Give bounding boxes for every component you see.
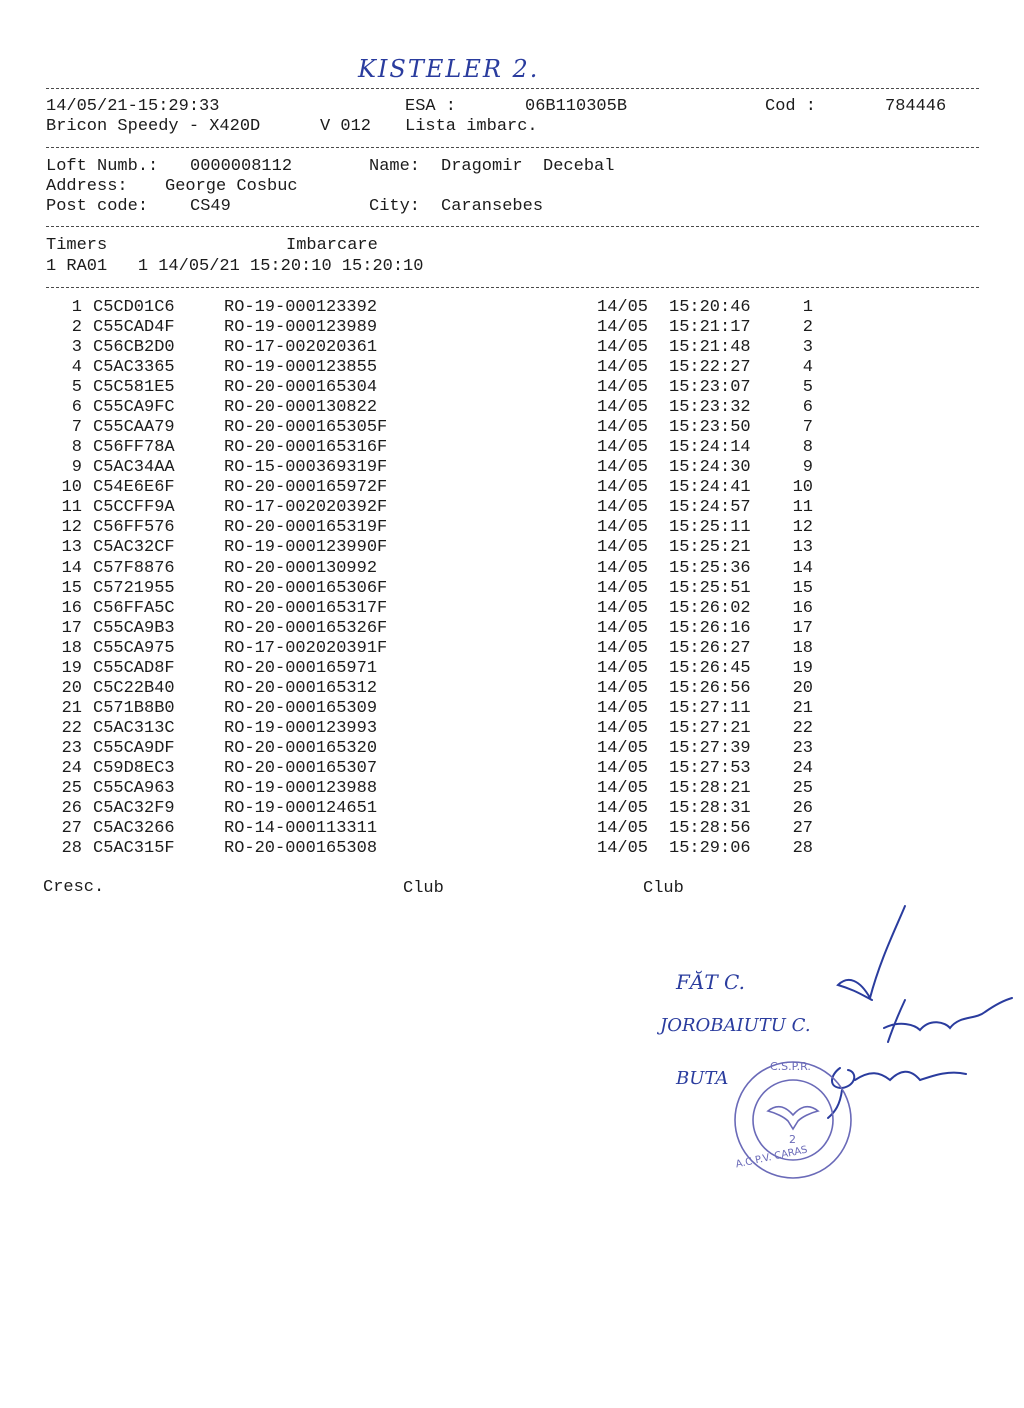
row-index: 19 [61,658,82,678]
row-chip-id: C59D8EC3 [93,758,175,778]
row-arrival-time: 15:27:39 [669,738,751,758]
row-arrival-date: 14/05 [597,518,649,538]
row-chip-id: C54E6E6F [93,478,175,498]
row-ring-number: RO-19-000123990F [224,538,388,558]
row-arrival-date: 14/05 [597,478,649,498]
row-ring-number: RO-19-000123989 [224,318,378,338]
table-row [0,438,1024,458]
row-arrival-date: 14/05 [597,418,649,438]
row-position: 8 [802,438,813,458]
row-chip-id: C55CAD8F [93,658,175,678]
table-row [0,719,1024,739]
row-position: 3 [802,338,813,358]
row-index: 24 [61,758,82,778]
row-position: 14 [792,558,813,578]
row-chip-id: C5AC313C [93,718,175,738]
table-row [0,759,1024,779]
table-row [0,579,1024,599]
row-ring-number: RO-19-000123993 [224,718,378,738]
row-position: 22 [792,718,813,738]
row-ring-number: RO-17-002020392F [224,498,388,518]
address-value: George Cosbuc [165,177,298,196]
table-row [0,559,1024,579]
row-arrival-date: 14/05 [597,698,649,718]
row-arrival-time: 15:26:27 [669,638,751,658]
row-index: 13 [61,538,82,558]
table-row [0,378,1024,398]
row-chip-id: C55CA975 [93,638,175,658]
row-chip-id: C5C581E5 [93,378,175,398]
row-arrival-time: 15:26:16 [669,618,751,638]
row-arrival-time: 15:27:53 [669,758,751,778]
row-index: 18 [61,638,82,658]
row-index: 10 [61,478,82,498]
row-position: 11 [792,498,813,518]
row-arrival-time: 15:25:11 [669,518,751,538]
row-position: 7 [802,418,813,438]
row-position: 27 [792,819,813,839]
row-arrival-time: 15:25:36 [669,558,751,578]
row-arrival-time: 15:25:21 [669,538,751,558]
row-ring-number: RO-20-000130822 [224,398,378,418]
row-arrival-date: 14/05 [597,658,649,678]
row-position: 18 [792,638,813,658]
row-arrival-time: 15:21:17 [669,318,751,338]
row-arrival-time: 15:27:11 [669,698,751,718]
row-arrival-date: 14/05 [597,358,649,378]
row-arrival-date: 14/05 [597,538,649,558]
table-row [0,338,1024,358]
row-ring-number: RO-20-000165320 [224,738,378,758]
handwritten-title: KISTELER 2. [358,55,540,83]
row-ring-number: RO-20-000165304 [224,378,378,398]
row-index: 28 [61,839,82,859]
list-type: Lista imbarc. [405,117,538,136]
row-position: 15 [792,578,813,598]
row-arrival-date: 14/05 [597,578,649,598]
row-position: 21 [792,698,813,718]
row-chip-id: C5AC32F9 [93,799,175,818]
table-row [0,478,1024,498]
table-row [0,839,1024,859]
separator-top [46,88,979,89]
row-ring-number: RO-20-000165308 [224,839,378,859]
separator-loft [46,226,979,227]
row-arrival-time: 15:26:45 [669,658,751,678]
row-index: 16 [61,598,82,618]
row-arrival-time: 15:24:57 [669,498,751,518]
row-arrival-time: 15:24:30 [669,458,751,478]
row-arrival-time: 15:23:50 [669,418,751,438]
row-index: 20 [61,678,82,698]
table-row [0,699,1024,719]
row-ring-number: RO-19-000123855 [224,358,378,378]
separator-timers [46,287,979,288]
row-ring-number: RO-19-000124651 [224,799,378,818]
row-index: 25 [61,778,82,798]
row-arrival-date: 14/05 [597,638,649,658]
row-arrival-date: 14/05 [597,298,649,317]
row-chip-id: C5AC3266 [93,819,175,839]
row-index: 17 [61,618,82,638]
row-ring-number: RO-20-000165972F [224,478,388,498]
row-arrival-time: 15:28:21 [669,778,751,798]
row-arrival-date: 14/05 [597,678,649,698]
esa-label: ESA : [405,97,457,116]
row-arrival-date: 14/05 [597,718,649,738]
table-row [0,358,1024,378]
row-index: 2 [71,318,82,338]
table-row [0,659,1024,679]
row-position: 17 [792,618,813,638]
table-row [0,679,1024,699]
row-position: 10 [792,478,813,498]
row-ring-number: RO-17-002020361 [224,338,378,358]
row-index: 6 [71,398,82,418]
esa-value: 06B110305B [525,97,628,116]
row-position: 28 [792,839,813,859]
row-index: 4 [71,358,82,378]
table-row [0,538,1024,558]
club-label-1: Club [403,879,444,898]
row-arrival-date: 14/05 [597,819,649,839]
row-chip-id: C5AC32CF [93,538,175,558]
row-arrival-date: 14/05 [597,498,649,518]
row-chip-id: C56FF576 [93,518,175,538]
stamp-top-text: C.S.P.R. [770,1060,811,1073]
row-arrival-date: 14/05 [597,799,649,818]
row-arrival-date: 14/05 [597,318,649,338]
row-position: 12 [792,518,813,538]
row-index: 11 [61,498,82,518]
row-position: 4 [802,358,813,378]
row-arrival-time: 15:29:06 [669,839,751,859]
row-position: 26 [792,799,813,818]
row-position: 19 [792,658,813,678]
row-arrival-time: 15:23:32 [669,398,751,418]
row-index: 15 [61,578,82,598]
row-arrival-time: 15:22:27 [669,358,751,378]
row-arrival-date: 14/05 [597,839,649,859]
row-arrival-date: 14/05 [597,458,649,478]
row-index: 14 [61,558,82,578]
signature-name-3: BUTA [676,1068,729,1089]
row-ring-number: RO-14-000113311 [224,819,378,839]
row-chip-id: C55CA9B3 [93,618,175,638]
timer-line: 1 RA01 1 14/05/21 15:20:10 15:20:10 [46,257,424,276]
row-position: 16 [792,598,813,618]
row-ring-number: RO-19-000123392 [224,298,378,317]
row-chip-id: C55CA963 [93,778,175,798]
row-arrival-date: 14/05 [597,338,649,358]
row-arrival-date: 14/05 [597,738,649,758]
row-chip-id: C56FFA5C [93,598,175,618]
loft-number-label: Loft Numb.: [46,157,159,176]
row-position: 5 [802,378,813,398]
row-position: 20 [792,678,813,698]
row-chip-id: C5AC34AA [93,458,175,478]
separator-header [46,147,979,148]
row-position: 6 [802,398,813,418]
row-chip-id: C56CB2D0 [93,338,175,358]
row-chip-id: C571B8B0 [93,698,175,718]
stamp-bottom-text: A.C.P.V. CARAS [734,1144,809,1171]
row-index: 26 [61,799,82,818]
row-arrival-time: 15:25:51 [669,578,751,598]
row-chip-id: C56FF78A [93,438,175,458]
row-position: 2 [802,318,813,338]
row-index: 7 [71,418,82,438]
table-row [0,318,1024,338]
row-index: 27 [61,819,82,839]
row-chip-id: C5CD01C6 [93,298,175,317]
table-row [0,819,1024,839]
table-row [0,599,1024,619]
table-row [0,639,1024,659]
row-position: 13 [792,538,813,558]
row-chip-id: C5C22B40 [93,678,175,698]
row-ring-number: RO-20-000165307 [224,758,378,778]
row-position: 25 [792,778,813,798]
row-chip-id: C5AC315F [93,839,175,859]
row-chip-id: C55CA9DF [93,738,175,758]
table-row [0,418,1024,438]
city-value: Caransebes [441,197,544,216]
loft-number-value: 0000008112 [190,157,293,176]
row-chip-id: C57F8876 [93,558,175,578]
address-label: Address: [46,177,128,196]
signature-name-2: JOROBAIUTU C. [660,1015,811,1036]
club-label-2: Club [643,879,684,898]
row-arrival-date: 14/05 [597,618,649,638]
name-value: Dragomir Decebal [441,157,615,176]
row-ring-number: RO-15-000369319F [224,458,388,478]
row-ring-number: RO-20-000165317F [224,598,388,618]
row-index: 3 [71,338,82,358]
row-arrival-time: 15:24:14 [669,438,751,458]
device-name: Bricon Speedy - X420D [46,117,261,136]
row-index: 1 [71,298,82,317]
row-chip-id: C55CAA79 [93,418,175,438]
row-arrival-time: 15:26:02 [669,598,751,618]
row-ring-number: RO-20-000165312 [224,678,378,698]
row-index: 5 [71,378,82,398]
table-row [0,779,1024,799]
row-ring-number: RO-20-000165326F [224,618,388,638]
row-arrival-time: 15:21:48 [669,338,751,358]
table-row [0,398,1024,418]
stamp-number: 2 [789,1133,796,1146]
row-arrival-time: 15:28:31 [669,799,751,818]
row-chip-id: C55CA9FC [93,398,175,418]
name-label: Name: [369,157,421,176]
postcode-value: CS49 [190,197,231,216]
row-position: 1 [802,298,813,317]
row-arrival-time: 15:24:41 [669,478,751,498]
cod-label: Cod : [765,97,817,116]
row-arrival-date: 14/05 [597,598,649,618]
row-arrival-date: 14/05 [597,558,649,578]
row-ring-number: RO-20-000165971 [224,658,378,678]
row-position: 9 [802,458,813,478]
row-chip-id: C5AC3365 [93,358,175,378]
row-arrival-time: 15:23:07 [669,378,751,398]
row-index: 12 [61,518,82,538]
row-arrival-date: 14/05 [597,758,649,778]
table-row [0,619,1024,639]
table-row [0,799,1024,819]
city-label: City: [369,197,421,216]
table-row [0,498,1024,518]
row-position: 23 [792,738,813,758]
row-ring-number: RO-20-000165306F [224,578,388,598]
row-chip-id: C5CCFF9A [93,498,175,518]
row-ring-number: RO-19-000123988 [224,778,378,798]
row-arrival-date: 14/05 [597,778,649,798]
row-arrival-time: 15:27:21 [669,718,751,738]
row-index: 8 [71,438,82,458]
row-chip-id: C55CAD4F [93,318,175,338]
row-ring-number: RO-20-000165309 [224,698,378,718]
row-arrival-time: 15:28:56 [669,819,751,839]
row-ring-number: RO-20-000165316F [224,438,388,458]
row-index: 23 [61,738,82,758]
signature-name-1: FĂT C. [676,970,745,994]
report-datetime: 14/05/21-15:29:33 [46,97,220,116]
timers-label: Timers [46,236,108,255]
table-row [0,518,1024,538]
row-index: 21 [61,698,82,718]
cresc-label: Cresc. [43,878,105,897]
table-row [0,298,1024,318]
row-ring-number: RO-17-002020391F [224,638,388,658]
device-version: V 012 [320,117,372,136]
row-position: 24 [792,758,813,778]
row-index: 22 [61,718,82,738]
row-arrival-time: 15:20:46 [669,298,751,317]
table-row [0,739,1024,759]
row-arrival-time: 15:26:56 [669,678,751,698]
row-ring-number: RO-20-000130992 [224,558,378,578]
table-row [0,458,1024,478]
row-index: 9 [71,458,82,478]
cod-value: 784446 [885,97,947,116]
row-ring-number: RO-20-000165319F [224,518,388,538]
row-arrival-date: 14/05 [597,438,649,458]
row-chip-id: C5721955 [93,578,175,598]
row-arrival-date: 14/05 [597,398,649,418]
row-arrival-date: 14/05 [597,378,649,398]
imbarcare-label: Imbarcare [286,236,378,255]
postcode-label: Post code: [46,197,149,216]
row-ring-number: RO-20-000165305F [224,418,388,438]
